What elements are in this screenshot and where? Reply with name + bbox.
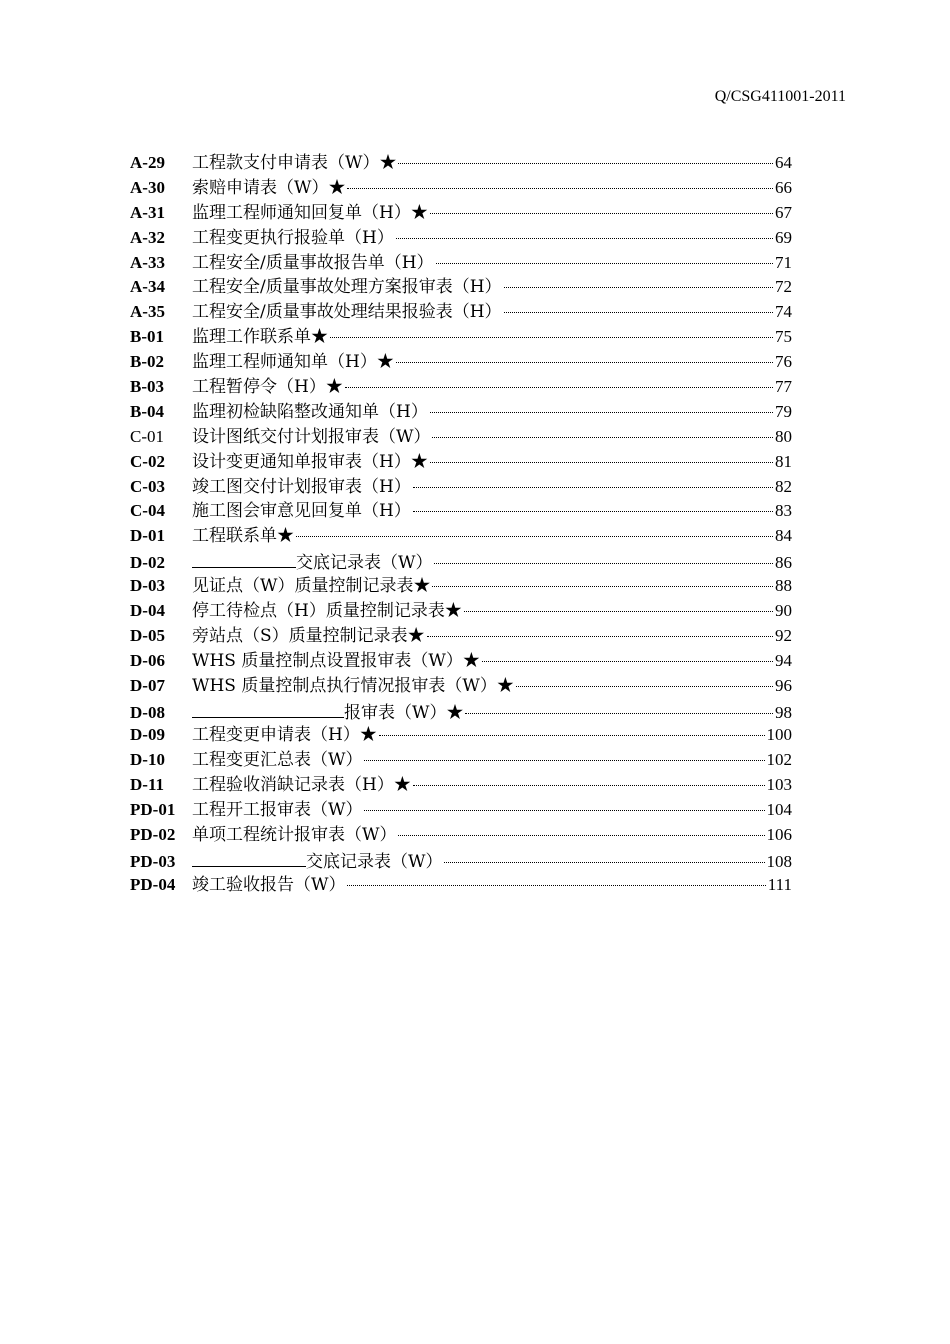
toc-entry-d-10[interactable] bbox=[130, 748, 792, 773]
toc-title: 旁站点（S）质量控制记录表★ bbox=[192, 625, 425, 646]
toc-title: 停工待检点（H）质量控制记录表★ bbox=[192, 601, 462, 622]
toc-title: 交底记录表（W） bbox=[306, 851, 443, 872]
toc-leader bbox=[432, 437, 773, 438]
toc-page-number: 67 bbox=[775, 202, 792, 222]
fill-in-blank bbox=[192, 699, 344, 718]
toc-code: PD-01 bbox=[130, 800, 176, 820]
toc-title: 工程变更执行报验单（H） bbox=[192, 227, 394, 248]
toc-entry-c-01[interactable] bbox=[130, 425, 792, 450]
toc-page-number: 72 bbox=[775, 277, 792, 297]
toc-entry-d-07[interactable] bbox=[130, 674, 792, 699]
toc-title: 工程验收消缺记录表（H）★ bbox=[192, 775, 411, 796]
toc-page-number: 90 bbox=[775, 601, 792, 621]
toc-title: 工程款支付申请表（W）★ bbox=[192, 153, 397, 173]
toc-page-number: 83 bbox=[775, 501, 792, 521]
toc-leader bbox=[413, 785, 765, 786]
toc-leader bbox=[364, 760, 764, 761]
toc-page-number: 98 bbox=[775, 702, 792, 722]
toc-entry-d-01[interactable] bbox=[130, 524, 792, 549]
toc-page-number: 92 bbox=[775, 625, 792, 645]
toc-title: 工程安全/质量事故处理结果报验表（H） bbox=[192, 302, 502, 323]
document-code: Q/CSG411001-2011 bbox=[714, 88, 846, 105]
toc-leader bbox=[432, 586, 773, 587]
toc-page-number: 71 bbox=[775, 252, 792, 272]
toc-entry-a-33[interactable] bbox=[130, 251, 792, 276]
toc-code: D-02 bbox=[130, 553, 165, 573]
toc-page-number: 106 bbox=[766, 825, 792, 845]
toc-page-number: 84 bbox=[775, 526, 792, 546]
toc-leader bbox=[434, 563, 773, 564]
toc-page-number: 77 bbox=[775, 377, 792, 397]
toc-title: 竣工验收报告（W） bbox=[192, 874, 346, 895]
toc-code: A-29 bbox=[130, 153, 165, 172]
toc-leader bbox=[396, 238, 773, 239]
toc-title: 索赔申请表（W）★ bbox=[192, 177, 346, 198]
toc-code: A-31 bbox=[130, 202, 165, 222]
toc-title: 监理工程师通知单（H）★ bbox=[192, 352, 394, 373]
toc-title: 工程变更汇总表（W） bbox=[192, 750, 363, 771]
toc-entry-b-04[interactable] bbox=[130, 400, 792, 425]
toc-code: C-03 bbox=[130, 476, 165, 496]
toc-entry-a-31[interactable] bbox=[130, 201, 792, 226]
toc-entry-pd-04[interactable] bbox=[130, 873, 792, 898]
toc-code: B-02 bbox=[130, 352, 164, 372]
toc-title: 单项工程统计报审表（W） bbox=[192, 825, 397, 846]
toc-title: 见证点（W）质量控制记录表★ bbox=[192, 576, 431, 597]
toc-page-number: 111 bbox=[767, 874, 792, 894]
toc-page-number: 81 bbox=[775, 451, 792, 471]
toc-page-number: 86 bbox=[775, 553, 792, 573]
toc-page-number: 96 bbox=[775, 675, 792, 695]
toc-entry-c-03[interactable] bbox=[130, 475, 792, 500]
toc-leader bbox=[430, 462, 773, 463]
toc-code: D-08 bbox=[130, 702, 165, 722]
toc-page-number: 76 bbox=[775, 352, 792, 372]
toc-code: C-02 bbox=[130, 451, 165, 471]
toc-page-number: 100 bbox=[766, 725, 792, 745]
toc-title: 交底记录表（W） bbox=[296, 553, 433, 574]
toc-entry-c-04[interactable] bbox=[130, 499, 792, 524]
toc-leader bbox=[413, 511, 773, 512]
toc-code: PD-02 bbox=[130, 825, 176, 845]
toc-entry-d-11[interactable] bbox=[130, 773, 792, 798]
toc-code: A-35 bbox=[130, 302, 165, 322]
toc-code: D-03 bbox=[130, 576, 165, 596]
toc-page-number: 66 bbox=[775, 177, 792, 197]
toc-title: WHS 质量控制点设置报审表（W）★ bbox=[192, 650, 480, 671]
toc-title: 工程联系单★ bbox=[192, 526, 294, 547]
toc-title: 监理工程师通知回复单（H）★ bbox=[192, 202, 428, 223]
toc-code: A-30 bbox=[130, 177, 165, 197]
toc-title: 报审表（W）★ bbox=[344, 702, 464, 723]
toc-title: 工程暂停令（H）★ bbox=[192, 377, 343, 398]
toc-leader bbox=[347, 188, 773, 189]
toc-page-number: 80 bbox=[775, 426, 792, 446]
fill-in-blank bbox=[192, 549, 296, 568]
toc-leader bbox=[413, 487, 773, 488]
toc-page-number: 82 bbox=[775, 476, 792, 496]
toc-title: 监理初检缺陷整改通知单（H） bbox=[192, 401, 428, 422]
toc-leader bbox=[436, 263, 773, 264]
toc-title: 工程开工报审表（W） bbox=[192, 800, 363, 821]
toc-title: 设计变更通知单报审表（H）★ bbox=[192, 451, 428, 472]
toc-title: 竣工图交付计划报审表（H） bbox=[192, 476, 411, 497]
toc-code: D-11 bbox=[130, 775, 164, 795]
toc-leader bbox=[482, 661, 773, 662]
fill-in-blank bbox=[192, 848, 306, 867]
toc-leader bbox=[345, 387, 773, 388]
toc-code: PD-03 bbox=[130, 851, 176, 871]
toc-code: A-33 bbox=[130, 252, 165, 272]
toc-entry-pd-03[interactable] bbox=[130, 848, 792, 873]
toc-code: D-04 bbox=[130, 601, 165, 621]
toc-leader bbox=[464, 611, 773, 612]
toc-leader bbox=[516, 686, 773, 687]
toc-code: B-04 bbox=[130, 401, 164, 421]
toc-leader bbox=[430, 412, 773, 413]
toc-code: C-01 bbox=[130, 426, 164, 446]
toc-entry-d-06[interactable] bbox=[130, 649, 792, 674]
toc-code: A-32 bbox=[130, 227, 165, 247]
toc-leader bbox=[398, 163, 773, 164]
toc-leader bbox=[465, 713, 773, 714]
toc-leader bbox=[504, 312, 773, 313]
toc-code: D-07 bbox=[130, 675, 165, 695]
toc-code: D-10 bbox=[130, 750, 165, 770]
toc-entry-d-04[interactable] bbox=[130, 599, 792, 624]
toc-page-number: 69 bbox=[775, 227, 792, 247]
toc-page-number: 75 bbox=[775, 327, 792, 347]
toc-code: A-34 bbox=[130, 277, 165, 297]
toc-page-number: 64 bbox=[775, 153, 792, 172]
toc-entry-c-02[interactable] bbox=[130, 450, 792, 475]
toc-leader bbox=[504, 287, 773, 288]
toc-title: 工程安全/质量事故报告单（H） bbox=[192, 252, 434, 273]
toc-code: C-04 bbox=[130, 501, 165, 521]
table-of-contents bbox=[130, 151, 792, 898]
toc-entry-d-02[interactable] bbox=[130, 549, 792, 574]
toc-leader bbox=[347, 885, 765, 886]
toc-page-number: 102 bbox=[766, 750, 792, 770]
toc-leader bbox=[296, 536, 773, 537]
toc-code: B-01 bbox=[130, 327, 164, 347]
toc-code: D-05 bbox=[130, 625, 165, 645]
toc-title: 工程变更申请表（H）★ bbox=[192, 725, 377, 746]
toc-entry-d-09[interactable] bbox=[130, 723, 792, 748]
toc-page-number: 88 bbox=[775, 576, 792, 596]
toc-leader bbox=[427, 636, 773, 637]
toc-leader bbox=[330, 337, 773, 338]
toc-entry-pd-01[interactable] bbox=[130, 798, 792, 823]
toc-leader bbox=[396, 362, 773, 363]
toc-leader bbox=[379, 735, 765, 736]
toc-entry-pd-02[interactable] bbox=[130, 823, 792, 848]
toc-title: 设计图纸交付计划报审表（W） bbox=[192, 426, 431, 447]
toc-page-number: 103 bbox=[766, 775, 792, 795]
toc-leader bbox=[444, 862, 764, 863]
toc-entry-a-30[interactable] bbox=[130, 176, 792, 201]
toc-entry-d-03[interactable] bbox=[130, 574, 792, 599]
toc-code: B-03 bbox=[130, 377, 164, 397]
toc-code: D-09 bbox=[130, 725, 165, 745]
toc-page-number: 108 bbox=[766, 851, 792, 871]
toc-entry-a-35[interactable] bbox=[130, 300, 792, 325]
toc-entry-b-01[interactable] bbox=[130, 325, 792, 350]
toc-leader bbox=[364, 810, 764, 811]
toc-entry-d-08[interactable] bbox=[130, 699, 792, 724]
toc-code: D-01 bbox=[130, 526, 165, 546]
toc-title: WHS 质量控制点执行情况报审表（W）★ bbox=[192, 675, 514, 696]
toc-page-number: 74 bbox=[775, 302, 792, 322]
toc-leader bbox=[398, 835, 764, 836]
toc-code: D-06 bbox=[130, 650, 165, 670]
toc-entry-a-34[interactable] bbox=[130, 275, 792, 300]
toc-entry-a-32[interactable] bbox=[130, 226, 792, 251]
toc-page-number: 79 bbox=[775, 401, 792, 421]
toc-entry-d-05[interactable] bbox=[130, 624, 792, 649]
toc-page-number: 94 bbox=[775, 650, 792, 670]
toc-page-number: 104 bbox=[766, 800, 792, 820]
toc-leader bbox=[430, 213, 773, 214]
toc-entry-b-02[interactable] bbox=[130, 350, 792, 375]
toc-entry-a-29[interactable] bbox=[130, 151, 792, 176]
toc-code: PD-04 bbox=[130, 874, 176, 894]
toc-title: 监理工作联系单★ bbox=[192, 327, 328, 348]
toc-entry-b-03[interactable] bbox=[130, 375, 792, 400]
toc-title: 工程安全/质量事故处理方案报审表（H） bbox=[192, 277, 502, 298]
toc-title: 施工图会审意见回复单（H） bbox=[192, 501, 411, 522]
